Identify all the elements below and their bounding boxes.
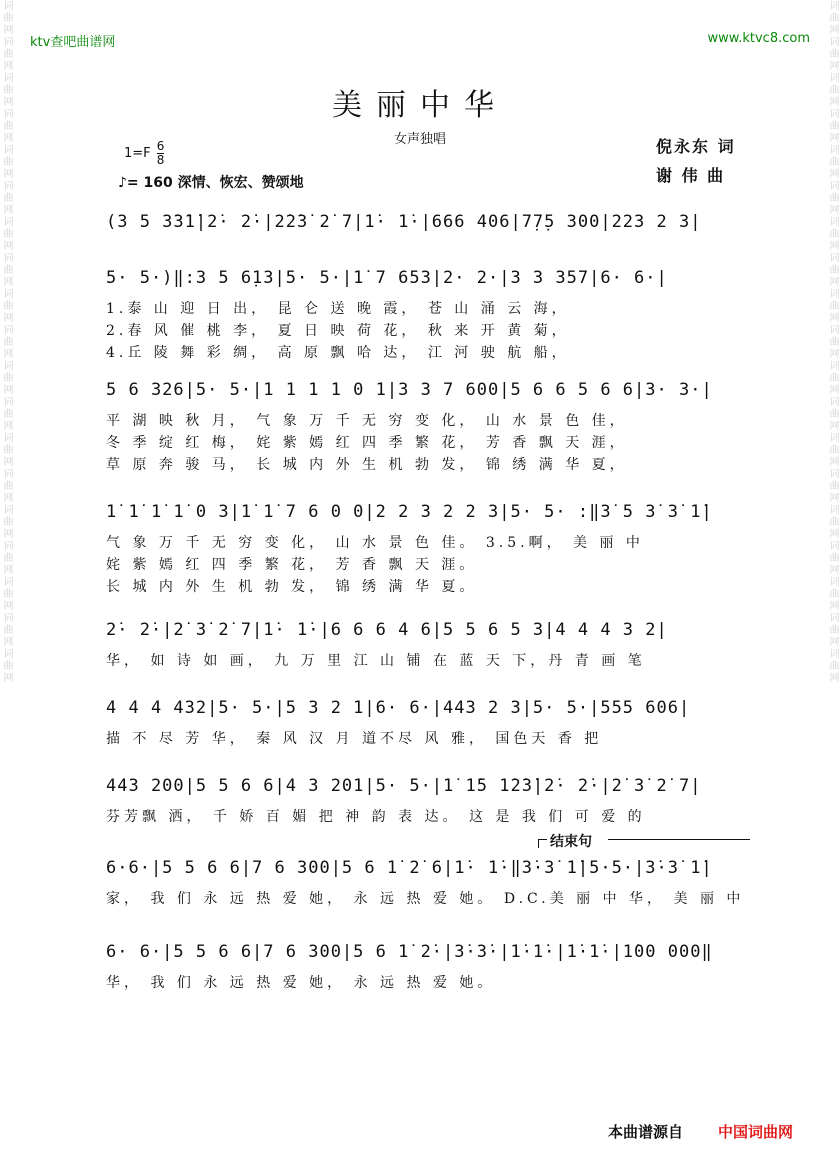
right-watermark: 词曲网词曲网词曲网词曲网词曲网词曲网词曲网词曲网词曲网词曲网词曲网词曲网词曲网词曲网词曲网词曲网词曲网词曲网词曲网	[827, 0, 838, 684]
lyric-line: 家， 我 们 永 远 热 爱 她， 永 远 热 爱 她。 D.C.美 丽 中 华， 美 丽 中	[106, 891, 745, 907]
notation-line: 5· 5·)‖:3 5 6̣13|5· 5·|1̇ 7 653|2· 2·|3 3 357|6· 6·|	[106, 268, 668, 288]
notation-line: 1̇ 1̇ 1̇ 1̇ 0 3|1̇ 1̇ 7 6 0 0|2 2 3 2 2 3|5· 5· :‖3̇ 5 3̇ 3̇ 1̇|	[106, 502, 713, 522]
lyric-line: 华， 如 诗 如 画， 九 万 里 江 山 铺 在 蓝 天 下，丹 青 画 笔	[106, 653, 646, 669]
tempo-marking: ♪= 160 深情、恢宏、赞颂地	[118, 175, 304, 191]
footer-site-link[interactable]: 中国词曲网	[718, 1123, 794, 1141]
ending-bracket	[538, 839, 547, 848]
lyric-line: 冬 季 绽 红 梅， 姹 紫 嫣 红 四 季 繁 花， 芳 香 飘 天 涯，	[106, 435, 628, 451]
notation-line: 6· 6·|5 5 6 6|7 6 300|5 6 1̇ 2̇·|3̇·3̇·|1̇·1̇·|1̇·1̇·|1̇00 000‖	[106, 942, 713, 962]
lyric-line: 1.泰 山 迎 日 出， 昆 仑 送 晚 霞， 苍 山 涌 云 海，	[106, 301, 570, 317]
score-system	[106, 776, 754, 828]
ending-line	[608, 839, 750, 840]
key-signature	[124, 140, 164, 167]
lyric-line: 草 原 奔 骏 马， 长 城 内 外 生 机 勃 发， 锦 绣 满 华 夏，	[106, 457, 628, 473]
lyric-line: 长 城 内 外 生 机 勃 发， 锦 绣 满 华 夏。	[106, 579, 478, 595]
notation-line: (3 5 3̇3̇1̇|2̇· 2̇·|2̇2̇3̇ 2̇ 7|1̇· 1̇·|666 406|7̣7̣5 300|223 2 3|	[106, 212, 702, 232]
lyricist-credit: 倪永东 词	[656, 137, 736, 156]
notation-line: 6·6·|5 5 6 6|7 6 300|5 6 1̇ 2̇ 6|1̇· 1̇·‖3̇·3̇ 1̇|5·5·|3̇·3̇ 1̇|	[106, 858, 713, 878]
composer-credit: 谢 伟 曲	[656, 166, 726, 185]
lyric-line: 芬芳飘 洒， 千 娇 百 媚 把 神 韵 表 达。 这 是 我 们 可 爱 的	[106, 809, 646, 825]
song-subtitle: 女声独唱	[393, 132, 446, 147]
notation-line: 5 6 326|5· 5·|1 1 1 1 0 1|3 3 7 600|5 6 6 5 6 6|3· 3·|	[106, 380, 713, 400]
ending-phrase-marker	[538, 831, 750, 851]
lyric-line: 华， 我 们 永 远 热 爱 她， 永 远 热 爱 她。	[106, 975, 496, 991]
score-system	[106, 942, 754, 994]
score-system	[106, 212, 754, 242]
lyric-line: 平 湖 映 秋 月， 气 象 万 千 无 穷 变 化， 山 水 景 色 佳，	[106, 413, 628, 429]
time-denominator: 8	[156, 153, 165, 167]
score-system	[106, 268, 754, 364]
ending-label: 结束句	[550, 834, 592, 850]
notation-line: 443 200|5 5 6 6|4 3 201|5· 5·|1̇ 1̇5 1̇2̇3̇|2̇· 2̇·|2̇ 3̇ 2̇ 7|	[106, 776, 702, 796]
score-system	[106, 502, 754, 598]
left-watermark: 词曲网词曲网词曲网词曲网词曲网词曲网词曲网词曲网词曲网词曲网词曲网词曲网词曲网词曲网词曲网词曲网词曲网词曲网词曲网	[1, 0, 12, 684]
song-title: 美丽中华	[332, 88, 508, 123]
score-system	[106, 380, 754, 476]
header-site-name[interactable]: ktv查吧曲谱网	[30, 35, 116, 50]
footer-source-label: 本曲谱源自	[608, 1123, 684, 1141]
score-system	[106, 620, 754, 672]
key-label: 1=F	[124, 146, 151, 161]
lyric-line: 姹 紫 嫣 红 四 季 繁 花， 芳 香 飘 天 涯。	[106, 557, 478, 573]
notation-line: 4 4 4 432|5· 5·|5 3 2 1|6· 6·|443 2 3|5· 5·|555 606|	[106, 698, 691, 718]
score-system	[106, 698, 754, 750]
lyric-line: 气 象 万 千 无 穷 变 化， 山 水 景 色 佳。 3.5.啊， 美 丽 中	[106, 535, 644, 551]
lyric-line: 4.丘 陵 舞 彩 绸， 高 原 飘 哈 达， 江 河 驶 航 船，	[106, 345, 570, 361]
lyric-line: 2.春 风 催 桃 李， 夏 日 映 荷 花， 秋 来 开 黄 菊，	[106, 323, 570, 339]
lyric-line: 描 不 尽 芳 华， 秦 风 汉 月 道不尽 风 雅， 国色天 香 把	[106, 731, 603, 747]
header-site-url[interactable]: www.ktvc8.com	[707, 31, 810, 46]
time-numerator: 6	[156, 139, 165, 153]
notation-line: 2̇· 2̇·|2̇ 3̇ 2̇ 7|1̇· 1̇·|6 6 6 4 6|5 5 6 5 3|4 4 4 3 2|	[106, 620, 668, 640]
score-system	[106, 858, 754, 910]
time-signature	[157, 140, 165, 167]
